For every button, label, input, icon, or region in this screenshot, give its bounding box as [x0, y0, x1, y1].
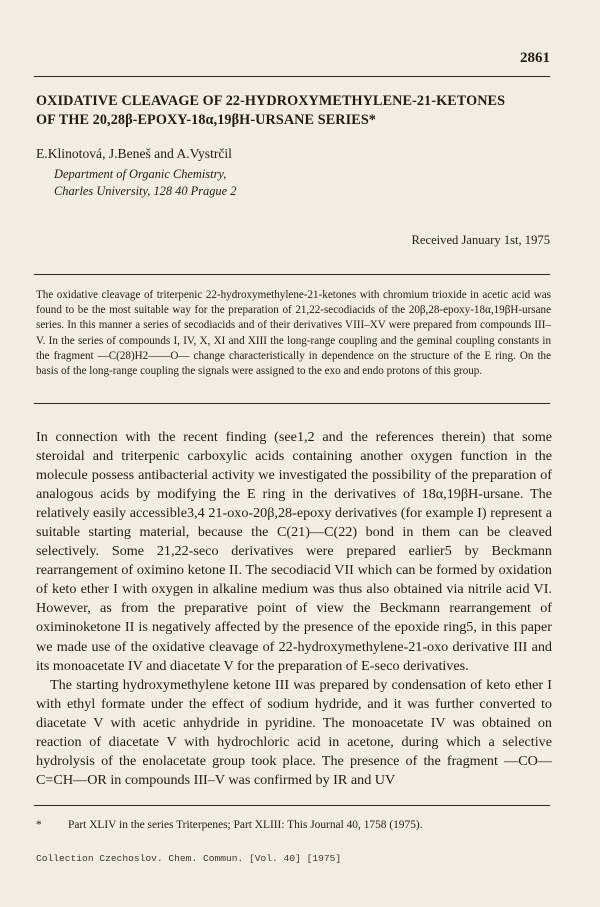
title-line-1: OXIDATIVE CLEAVAGE OF 22-HYDROXYMETHYLENE-21-KETONES: [36, 93, 506, 109]
footnote-text: Part XLIV in the series Triterpenes; Part XLIII: This Journal 40, 1758 (1975).: [68, 819, 423, 831]
university: Charles University, 128 40 Prague 2: [54, 184, 237, 198]
abstract-bottom-rule: [34, 403, 550, 404]
received-date: Received January 1st, 1975: [411, 233, 550, 247]
header-rule: [34, 76, 550, 77]
article-title: [36, 92, 551, 130]
body-paragraph: The starting hydroxymethylene ketone III was prepared by condensation of keto ether I with ethyl formate under the effect of sodium hydride, and it was further converted to diacetate V with acetic anhydride in pyridine. The monoacetate IV was obtained on reaction of diacetate V with hydrochloric acid in acetone, during which a selective hydrolysis of the enolacetate group took place. The presence of the fragment —CO—C=CH—OR in compounds III–V was confirmed by IR and UV: [36, 676, 552, 788]
footnote-marker: *: [36, 819, 42, 831]
abstract: The oxidative cleavage of triterpenic 22-hydroxymethylene-21-ketones with chromium trioxide in acetic acid was found to be the most suitable way for the preparation of 21,22-secodiacids of the 20β,28-epoxy-18α,19βH-ursane series. In this manner a series of secodiacids and of their derivatives VIII–XV were prepared from compounds III–V. In the series of compounds I, IV, X, XI and XIII the long-range coupling and the geminal coupling constants in the fragment —C(28)H2——O— change characteristically in dependence on the structure of the E ring. On the basis of the long-range coupling the signals were assigned to the exo and endo protons of this group.: [36, 289, 551, 378]
affiliation: [54, 166, 236, 200]
body-paragraph: In connection with the recent finding (see1,2 and the references therein) that some steroidal and triterpenic carboxylic acids containing another oxygen function in the molecule possess antibacterial activity we investigated the possibility of the preparation of analogous acids by modifying the E ring in the derivatives of 18α,19βH-ursane. The relatively easily accessible3,4 21-oxo-20β,28-epoxy derivatives (for example I) represent a suitable starting material, because the C(21)—C(22) bond in them can be cleaved selectively. Some 21,22-seco derivatives were prepared earlier5 by Beckmann rearrangement of oximino ketone II. The secodiacid VII which can be formed by oxidation of keto ether I with oxygen in alkaline medium was thus also obtained via nitrile acid VI. However, as from the preparative point of view the Beckmann rearrangement of oximinoketone II is negatively affected by the presence of the epoxide ring5, in this paper we made use of the oxidative cleavage of 22-hydroxymethylene-21-oxo derivative III and its monoacetate IV and diacetate V for the preparation of E-seco derivatives.: [36, 429, 552, 674]
title-line-2: OF THE 20,28β-EPOXY-18α,19βH-URSANE SERIES*: [36, 112, 376, 128]
footnote-rule: [34, 805, 550, 806]
journal-citation: Collection Czechoslov. Chem. Commun. [Vol. 40] [1975]: [36, 853, 342, 864]
page-number: 2861: [520, 50, 550, 66]
abstract-top-rule: [34, 274, 550, 275]
authors: E.Klinotová, J.Beneš and A.Vystrčil: [36, 146, 232, 161]
article-body: [36, 428, 552, 790]
footnote: [36, 819, 423, 831]
department: Department of Organic Chemistry,: [54, 167, 227, 181]
